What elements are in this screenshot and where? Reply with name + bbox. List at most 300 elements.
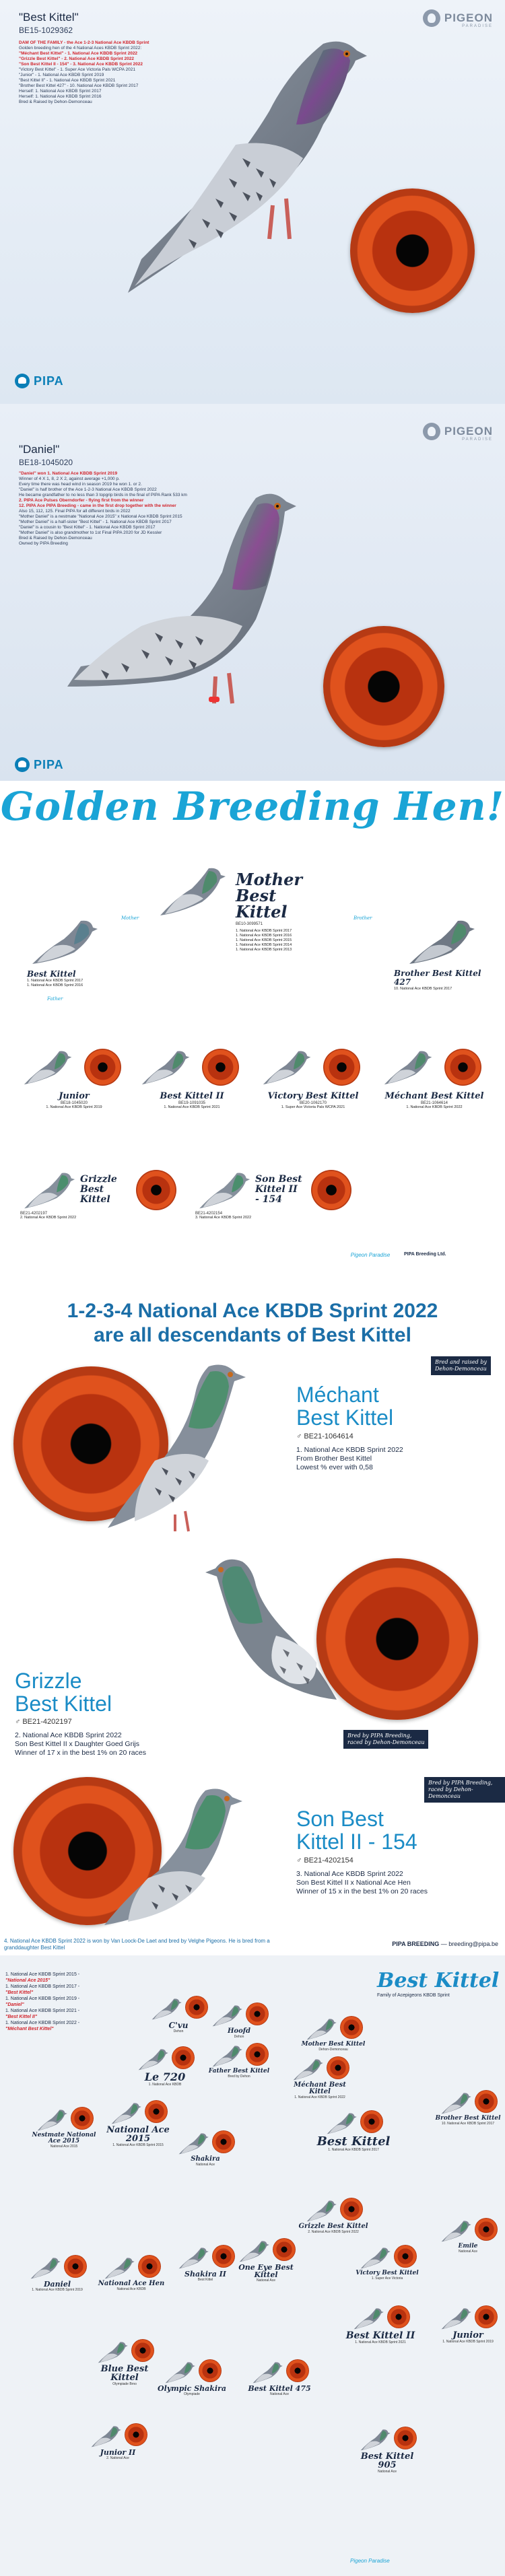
node-name: Grizzle Best Kittel xyxy=(298,2223,368,2230)
pigeon-photo xyxy=(210,2043,244,2068)
eye-photo xyxy=(387,2305,410,2328)
family-tree-node xyxy=(168,2130,242,2167)
eye-photo xyxy=(145,2100,168,2123)
text-line: "Victory Best Kittel" - 1. Super Ace Victoria Pals WCPA 2021 xyxy=(19,67,135,72)
ring-id: BE21-4202154 xyxy=(304,1856,354,1865)
node-achievement: 3. National Ace KBDB Sprint 2022 xyxy=(195,1216,252,1220)
text-line: Owned by PIPA Breeding xyxy=(19,541,68,546)
brand-text: PIGEON xyxy=(444,425,493,438)
text-line: 1. National Ace KBDB Sprint 2016 xyxy=(27,983,83,987)
node-detail: 1. National Ace KBDB Sprint 2022 xyxy=(294,2095,345,2099)
national-ace-descendants xyxy=(0,1292,505,1935)
text-line: Winner of 4 X 1, 8, 2 X 2, against average +1,000 p. xyxy=(19,477,120,481)
text-line: "Daniel" is a cousin to "Best Kittel" - 1. National Ace KBDB Sprint 2017 xyxy=(19,525,156,530)
node-name: Son Best Kittel II - 154 xyxy=(255,1174,302,1205)
eye-photo xyxy=(360,2110,383,2133)
grizzle-node xyxy=(20,1168,182,1220)
family-tree-node xyxy=(81,2423,155,2460)
node-name: Le 720 xyxy=(144,2070,186,2083)
grizzle-eye-photo xyxy=(316,1558,478,1720)
best-kittel-info xyxy=(27,969,114,988)
text-line: 10. National Ace KBDB Sprint 2017 xyxy=(394,987,452,991)
node-name: National Ace 2015 xyxy=(106,2125,170,2144)
badge-line-2: raced by Dehon-Demonceau xyxy=(347,1739,425,1745)
family-tree-node xyxy=(202,2003,276,2039)
text-line: Bred & Raised by Dehon-Demonceau xyxy=(19,536,92,541)
mechant-node xyxy=(380,1047,488,1110)
name-line-1: Grizzle xyxy=(15,1669,82,1693)
node-name: National Ace Hen xyxy=(98,2280,165,2287)
son-best-badge xyxy=(424,1777,505,1803)
brother-info xyxy=(394,969,495,991)
text-line: "Mother Daniel" is also grandmother to 1st Final PIPA 2020 for JD Kessler xyxy=(19,530,162,535)
node-name: Best Kittel 475 xyxy=(248,2384,311,2393)
eye-photo xyxy=(202,1049,239,1086)
node-id: BE21-4202154 xyxy=(195,1212,223,1216)
pipa-logo-icon xyxy=(15,374,30,388)
pigeon-photo xyxy=(237,2238,271,2264)
node-name: Nestmate National Ace 2015 xyxy=(32,2132,96,2145)
text-line: 2. PIPA Ace Pulses Oberndorfer - flying first from the winner xyxy=(19,498,144,503)
brand-sub-text: PARADISE xyxy=(462,24,493,28)
eye-photo xyxy=(340,2198,363,2221)
node-detail: National Ace xyxy=(458,2250,478,2254)
family-tree-node xyxy=(242,2359,316,2396)
ring-id: BE21-4202197 xyxy=(22,1718,72,1726)
victory-node xyxy=(259,1047,367,1110)
node-achievement: 1. National Ace KBDB Sprint 2021 xyxy=(164,1105,220,1109)
eye-photo xyxy=(64,2255,87,2278)
text-line: Winner of 17 x in the best 1% on 20 races xyxy=(15,1749,146,1757)
pigeon-photo xyxy=(89,2423,123,2449)
pigeon-photo xyxy=(28,2255,62,2281)
eye-photo xyxy=(286,2359,309,2382)
pigeon-photo xyxy=(138,1047,192,1087)
text-line: 1. National Ace KBDB Sprint 2016 xyxy=(236,934,292,938)
node-detail: Dehon-Demonceau xyxy=(318,2048,348,2052)
family-tree-subtitle: Family of Acepigeons KBDB Sprint xyxy=(377,1993,450,1998)
pigeon-photo xyxy=(325,2110,358,2136)
eye-photo xyxy=(475,2305,498,2328)
family-tree-node xyxy=(316,2110,391,2152)
pigeon-logo-icon xyxy=(423,423,440,440)
node-name: Grizzle Best Kittel xyxy=(80,1174,117,1205)
text-line: From Brother Best Kittel xyxy=(296,1455,372,1463)
node-detail: National Ace xyxy=(377,2470,397,2474)
eye-photo xyxy=(246,2043,269,2066)
pigeon-paradise-logo xyxy=(423,423,493,440)
node-detail: 1. National Ace KBDB Sprint 2019 xyxy=(442,2340,494,2344)
name-line-2: Best Kittel xyxy=(15,1692,112,1716)
family-tree-node xyxy=(431,2090,505,2126)
pigeon-photo xyxy=(102,2255,136,2281)
text-line: "Méchant Best Kittel" xyxy=(5,2027,54,2031)
eye-photo xyxy=(199,2359,222,2382)
eye-photo xyxy=(125,2423,147,2446)
eye-photo xyxy=(84,1049,121,1086)
node-name: Daniel xyxy=(43,2280,71,2289)
eye-photo xyxy=(475,2218,498,2241)
pipa-breeding-contact: PIPA BREEDING — breeding@pipa.be xyxy=(392,1941,498,1947)
card-ring-id: BE15-1029362 xyxy=(19,26,73,35)
pigeon-photo xyxy=(96,2339,129,2365)
pigeon-photo xyxy=(358,2245,392,2270)
pigeon-paradise-footer-logo: Pigeon Paradise xyxy=(350,2558,390,2564)
text-line: Herself: 1. National Ace KBDB Sprint 2016 xyxy=(19,94,102,99)
grizzle-text xyxy=(15,1731,210,1757)
family-tree-node xyxy=(101,2100,175,2147)
pigeon-photo xyxy=(210,2003,244,2028)
eye-photo xyxy=(475,2090,498,2113)
node-detail: 2. National Ace xyxy=(106,2456,129,2460)
node-detail: Dehon xyxy=(234,2035,244,2039)
pigeon-logo-icon xyxy=(423,9,440,27)
node-detail: 1. National Ace KBDB Sprint 2015 xyxy=(112,2143,164,2147)
text-line: "National Ace 2015" xyxy=(5,1978,50,1983)
pipa-logo-text: PIPA xyxy=(34,757,64,771)
brand-text: PIGEON xyxy=(444,11,493,24)
text-line: 1. National Ace KBDB Sprint 2019 - xyxy=(5,1996,80,2001)
pigeon-photo xyxy=(27,915,101,966)
card-title: "Best Kittel" xyxy=(19,11,79,24)
eye-photo xyxy=(212,2130,235,2153)
family-tree-node xyxy=(229,2238,303,2283)
card-ring-id: BE18-1045020 xyxy=(19,458,73,467)
family-tree-node xyxy=(202,2043,276,2079)
family-tree-node xyxy=(296,2198,370,2234)
node-name: Junior xyxy=(452,2330,483,2340)
pigeon-photo xyxy=(304,2016,338,2042)
pigeon-photo xyxy=(439,2218,473,2243)
text-line: 1. National Ace KBDB Sprint 2017 xyxy=(236,929,292,933)
brother-achievements xyxy=(394,987,495,991)
grizzle-badge xyxy=(343,1730,428,1749)
text-line: 3. National Ace KBDB Sprint 2022 xyxy=(296,1870,403,1878)
node-achievement: 2. National Ace KBDB Sprint 2022 xyxy=(20,1216,77,1220)
family-tree-node xyxy=(88,2339,162,2386)
pipa-breeding-email[interactable]: breeding@pipa.be xyxy=(448,1941,498,1947)
text-line: "Grizzle Best Kittel" - 2. National Ace KBDB Sprint 2022 xyxy=(19,57,134,61)
node-name: Victory Best Kittel xyxy=(267,1091,359,1101)
brand-sub-text: PARADISE xyxy=(462,438,493,442)
footer-brand-name: PIPA Breeding Ltd. xyxy=(404,1252,446,1257)
node-detail: National Ace 2015 xyxy=(50,2145,78,2149)
node-achievement: 1. National Ace KBDB Sprint 2022 xyxy=(406,1105,463,1109)
pigeon-photo xyxy=(163,2359,197,2385)
text-line: 2. National Ace KBDB Sprint 2022 xyxy=(15,1731,122,1739)
node-name: Best Kittel II xyxy=(345,2330,415,2341)
family-tree-node xyxy=(94,2255,168,2291)
family-tree-node xyxy=(155,2359,229,2396)
best-kittel-node xyxy=(27,915,101,969)
text-line: "Best Kittel" xyxy=(5,1990,34,1995)
eye-photo xyxy=(136,1170,176,1210)
text-line: "Mother Daniel" is a nestmate "National Ace 2015" x National Ace KBDB Sprint 2015 xyxy=(19,514,182,519)
node-id: BE21-1064614 xyxy=(420,1101,448,1105)
family-tree-node xyxy=(20,2255,94,2292)
pigeon-photo xyxy=(35,2107,69,2132)
brother-relation-label: Brother xyxy=(354,915,372,921)
mechant-badge xyxy=(431,1356,491,1375)
family-tree-header xyxy=(0,1935,505,1955)
node-name: Méchant Best Kittel xyxy=(294,2081,346,2095)
text-line: "Daniel" is half brother of the Ace 1-2-3 National Ace KBDB Sprint 2022 xyxy=(19,487,157,492)
node-name: Junior II xyxy=(100,2448,136,2457)
node-achievement: 1. National Ace KBDB Sprint 2019 xyxy=(46,1105,102,1109)
eye-photo xyxy=(394,2245,417,2268)
node-detail: 1. National Ace KBDB Sprint 2017 xyxy=(328,2148,379,2152)
son-best-name xyxy=(296,1807,417,1853)
family-tree-node xyxy=(283,2056,357,2099)
node-name: Best Kittel II xyxy=(160,1091,224,1101)
text-line: "Mother Daniel" is a half-sister "Best Kittel" - 1. National Ace KBDB Sprint 2017 xyxy=(19,520,172,524)
text-line: 1. National Ace KBDB Sprint 2017 xyxy=(27,979,83,983)
mother-id: BE10-3099571 xyxy=(236,922,263,926)
eye-photo xyxy=(273,2238,296,2261)
eye-photo xyxy=(138,2255,161,2278)
node-name: Father Best Kittel xyxy=(208,2068,270,2075)
pigeon-photo xyxy=(351,2305,385,2331)
text-line: "Best Kittel II" xyxy=(5,2015,38,2019)
eye-photo xyxy=(246,2003,269,2025)
node-name: Victory Best Kittel xyxy=(356,2270,419,2276)
text-line: "Best Kittel II" - 1. National Ace KBDB Sprint 2021 xyxy=(19,78,116,83)
mechant-text xyxy=(296,1446,492,1472)
pipa-logo xyxy=(15,374,64,388)
text-line: "Daniel" xyxy=(5,2003,24,2007)
golden-breeding-hen-tree xyxy=(0,781,505,1292)
name-line-2: Best Kittel xyxy=(296,1405,394,1430)
family-tree xyxy=(0,1935,505,2576)
text-line: "Junior" - 1. National Ace KBDB Sprint 2019 xyxy=(19,73,104,77)
name-line-1: Méchant xyxy=(296,1383,379,1407)
text-line: Herself: 1. National Ace KBDB Sprint 2017 xyxy=(19,89,102,94)
eye-photo xyxy=(327,2056,349,2079)
family-tree-node xyxy=(27,2107,101,2149)
text-line: Also 15, 112, 125. Final PIPA for all different birds in 2022 xyxy=(19,509,131,514)
card-title: "Daniel" xyxy=(19,443,60,456)
son-best-id: ♂ BE21-4202154 xyxy=(296,1856,354,1865)
node-name: C'vu xyxy=(168,2021,189,2030)
name-line-2: Kittel II - 154 xyxy=(296,1830,417,1854)
family-tree-node xyxy=(431,2218,505,2254)
badge-line-1: Bred by PIPA Breeding, xyxy=(428,1780,493,1786)
text-line: "Brother Best Kittel 427" - 10. National Ace KBDB Sprint 2017 xyxy=(19,83,139,88)
node-name: Méchant Best Kittel xyxy=(384,1091,484,1101)
pigeon-photo xyxy=(155,862,229,919)
family-tree-node xyxy=(431,2305,505,2344)
pigeon-photo xyxy=(380,1047,434,1087)
pedigree-intro: DAM OF THE FAMILY - the Ace 1-2-3 National Ace KBDB Sprint xyxy=(19,40,149,45)
mechant-id: ♂ BE21-1064614 xyxy=(296,1432,354,1440)
footer-sub-logo: Pigeon Paradise xyxy=(350,1252,391,1258)
badge-line-1: Bred and raised by xyxy=(435,1359,487,1365)
pigeon-photo xyxy=(20,1168,77,1212)
golden-heading: Golden Breeding Hen! xyxy=(0,784,505,829)
text-line: Son Best Kittel II x Daughter Goed Grijs xyxy=(15,1740,140,1748)
daniel-card xyxy=(0,404,505,781)
eye-photo xyxy=(340,2016,363,2039)
descendants-heading xyxy=(0,1299,505,1348)
pipa-logo xyxy=(15,757,64,772)
son-best-pigeon-photo xyxy=(94,1777,249,1932)
node-name: Best Kittel xyxy=(316,2134,391,2149)
grizzle-id: ♂ BE21-4202197 xyxy=(15,1718,72,1726)
mother-info xyxy=(236,872,330,952)
mechant-pigeon-photo xyxy=(94,1353,256,1535)
footer-brand xyxy=(404,1252,498,1257)
text-line: "Son Best Kittel II - 154" - 3. National Ace KBDB Sprint 2022 xyxy=(19,62,143,67)
ace-list xyxy=(5,1972,106,2032)
ring-id: BE21-1064614 xyxy=(304,1432,354,1440)
eye-photo xyxy=(131,2339,154,2362)
name-line-1: Son Best xyxy=(296,1807,384,1831)
pigeon-photo xyxy=(439,2090,473,2116)
node-detail: 1. National Ace KBDB xyxy=(148,2083,182,2087)
junior-node xyxy=(20,1047,128,1110)
eye-photo xyxy=(323,626,444,747)
mechant-name xyxy=(296,1383,393,1429)
grizzle-name xyxy=(15,1669,112,1715)
best-kittel-ii-node xyxy=(138,1047,246,1110)
pigeon-photo xyxy=(259,1047,313,1087)
node-detail: National Ace xyxy=(195,2163,215,2167)
pigeon-photo xyxy=(195,1168,252,1212)
node-detail: National Ace KBDB xyxy=(116,2287,146,2291)
node-name: Brother Best Kittel xyxy=(435,2115,501,2122)
pigeon-photo xyxy=(358,2427,392,2452)
mother-relation-label: Mother xyxy=(121,915,139,921)
text-line: Bred & Raised by Dehon-Demonceau xyxy=(19,100,92,104)
eye-photo xyxy=(172,2046,195,2069)
node-name: Blue Best Kittel xyxy=(100,2364,149,2383)
node-id: BE19-1091035 xyxy=(178,1101,206,1105)
son-best-text xyxy=(296,1870,492,1896)
text-line: Every time there was head wind in season 2019 he won 1. or 2. xyxy=(19,482,142,487)
node-detail: 10. National Ace KBDB Sprint 2017 xyxy=(441,2122,495,2126)
pigeon-paradise-logo xyxy=(423,9,493,27)
pipa-logo-text: PIPA xyxy=(34,374,64,388)
best-kittel-achievements xyxy=(27,979,114,988)
node-detail: 1. Super Ace Victoria xyxy=(371,2276,403,2281)
pigeon-photo xyxy=(304,2198,338,2223)
pigeon-photo xyxy=(109,2100,143,2126)
node-detail: National Ace xyxy=(256,2278,276,2283)
heading-line-2: are all descendants of Best Kittel xyxy=(94,1324,411,1346)
pigeon-photo xyxy=(40,471,330,740)
text-line: He became grandfather to no less than 3 topgrip birds in the final of PIPA Rank 533 km xyxy=(19,493,187,497)
node-detail: 1. National Ace KBDB Sprint 2021 xyxy=(355,2340,406,2344)
mother-name: Mother Best Kittel xyxy=(236,870,303,921)
family-tree-node xyxy=(343,2305,417,2344)
badge-line-2: raced by Dehon-Demonceau xyxy=(428,1786,473,1799)
text-line: 1. National Ace KBDB Sprint 2015 - xyxy=(5,1972,80,1977)
brother-name: Brother Best Kittel 427 xyxy=(394,969,481,987)
node-detail: Dehon xyxy=(173,2029,184,2033)
node-name: Olympic Shakira xyxy=(158,2384,226,2393)
pigeon-photo xyxy=(136,2046,170,2072)
node-detail: Best Kittel xyxy=(197,2278,213,2282)
node-detail: National Ace xyxy=(269,2392,290,2396)
node-detail: Olympiade Brno xyxy=(112,2382,137,2386)
node-id: BE20-1062170 xyxy=(299,1101,327,1105)
node-name: Hoofd xyxy=(227,2027,251,2035)
text-line: Golden breeding hen of the 4 National Aces KBDB Sprint 2022: xyxy=(19,46,142,50)
eye-photo xyxy=(311,1170,351,1210)
text-line: Winner of 15 x in the best 1% on 20 races xyxy=(296,1887,428,1895)
eye-photo xyxy=(71,2107,94,2130)
family-tree-node xyxy=(296,2016,370,2052)
text-line: Son Best Kittel II x National Ace Hen xyxy=(296,1879,411,1887)
text-line: 1. National Ace KBDB Sprint 2022 xyxy=(296,1446,403,1454)
pigeon-photo xyxy=(439,2305,473,2331)
text-line: 1. National Ace KBDB Sprint 2022 - xyxy=(5,2021,80,2025)
text-line: 12. PIPA Ace PIPA Breeding - came in the first drop together with the winner xyxy=(19,503,176,508)
family-tree-title: Best Kittel xyxy=(377,1969,500,1992)
pigeon-photo xyxy=(20,1047,74,1087)
text-line: 1. National Ace KBDB Sprint 2015 xyxy=(236,938,292,942)
father-relation-label: Father xyxy=(47,996,63,1002)
node-id: BE18-1045020 xyxy=(60,1101,88,1105)
pipa-logo-icon xyxy=(15,757,30,772)
node-name: Emile xyxy=(458,2243,478,2250)
text-line: 1. National Ace KBDB Sprint 2017 - xyxy=(5,1984,80,1989)
pigeon-photo xyxy=(176,2130,210,2156)
node-detail: Olympiade xyxy=(184,2392,200,2396)
family-tree-node xyxy=(350,2245,424,2281)
best-kittel-name: Best Kittel xyxy=(27,969,76,979)
family-tree-node xyxy=(350,2427,424,2474)
family-tree-node xyxy=(128,2046,202,2087)
node-achievement: 1. Super Ace Victoria Pals WCPA 2021 xyxy=(281,1105,345,1109)
text-line: 1. National Ace KBDB Sprint 2021 - xyxy=(5,2009,80,2013)
badge-line-1: Bred by PIPA Breeding, xyxy=(347,1733,412,1739)
pigeon-photo xyxy=(149,1996,183,2021)
node-id: BE21-4202197 xyxy=(20,1212,48,1216)
text-line: 1. National Ace KBDB Sprint 2013 xyxy=(236,948,292,952)
node-name: Junior xyxy=(59,1091,90,1101)
node-name: Mother Best Kittel xyxy=(301,2041,366,2048)
badge-line-2: Dehon-Demonceau xyxy=(435,1366,487,1372)
text-line: "Daniel" won 1. National Ace KBDB Sprint 2019 xyxy=(19,471,118,476)
text-line: Lowest % ever with 0,58 xyxy=(296,1463,373,1471)
node-name: One Eye Best Kittel xyxy=(238,2263,294,2279)
family-tree-description: 4. National Ace KBDB Sprint 2022 is won by Van Loock-De Laet and bred by Velghe Pigeons. He is bred from a granddaughter Best Kittel xyxy=(4,1938,270,1951)
pipa-breeding-label: PIPA BREEDING xyxy=(392,1941,440,1947)
son-best-node xyxy=(195,1168,357,1220)
best-kittel-card xyxy=(0,0,505,404)
node-name: Shakira II xyxy=(184,2270,226,2278)
eye-photo xyxy=(394,2427,417,2449)
eye-photo xyxy=(323,1049,360,1086)
node-name: Shakira xyxy=(191,2155,220,2163)
pigeon-photo xyxy=(291,2056,325,2082)
brother-node xyxy=(404,915,478,969)
node-detail: 1. National Ace KBDB Sprint 2019 xyxy=(32,2288,83,2292)
text-line: 1. National Ace KBDB Sprint 2014 xyxy=(236,943,292,947)
node-detail: Bred by Dehon xyxy=(228,2075,250,2079)
mother-achievements xyxy=(236,929,330,952)
heading-line-1: 1-2-3-4 National Ace KBDB Sprint 2022 xyxy=(67,1300,438,1322)
eye-photo xyxy=(444,1049,481,1086)
eye-photo xyxy=(350,188,475,313)
node-name: Best Kittel 905 xyxy=(360,2451,414,2470)
pigeon-photo xyxy=(250,2359,284,2385)
node-detail: 2. National Ace KBDB Sprint 2022 xyxy=(308,2230,359,2234)
pigeon-photo xyxy=(404,915,478,966)
mother-photo xyxy=(155,862,229,919)
text-line: "Méchant Best Kittel" - 1. National Ace KBDB Sprint 2022 xyxy=(19,51,138,56)
